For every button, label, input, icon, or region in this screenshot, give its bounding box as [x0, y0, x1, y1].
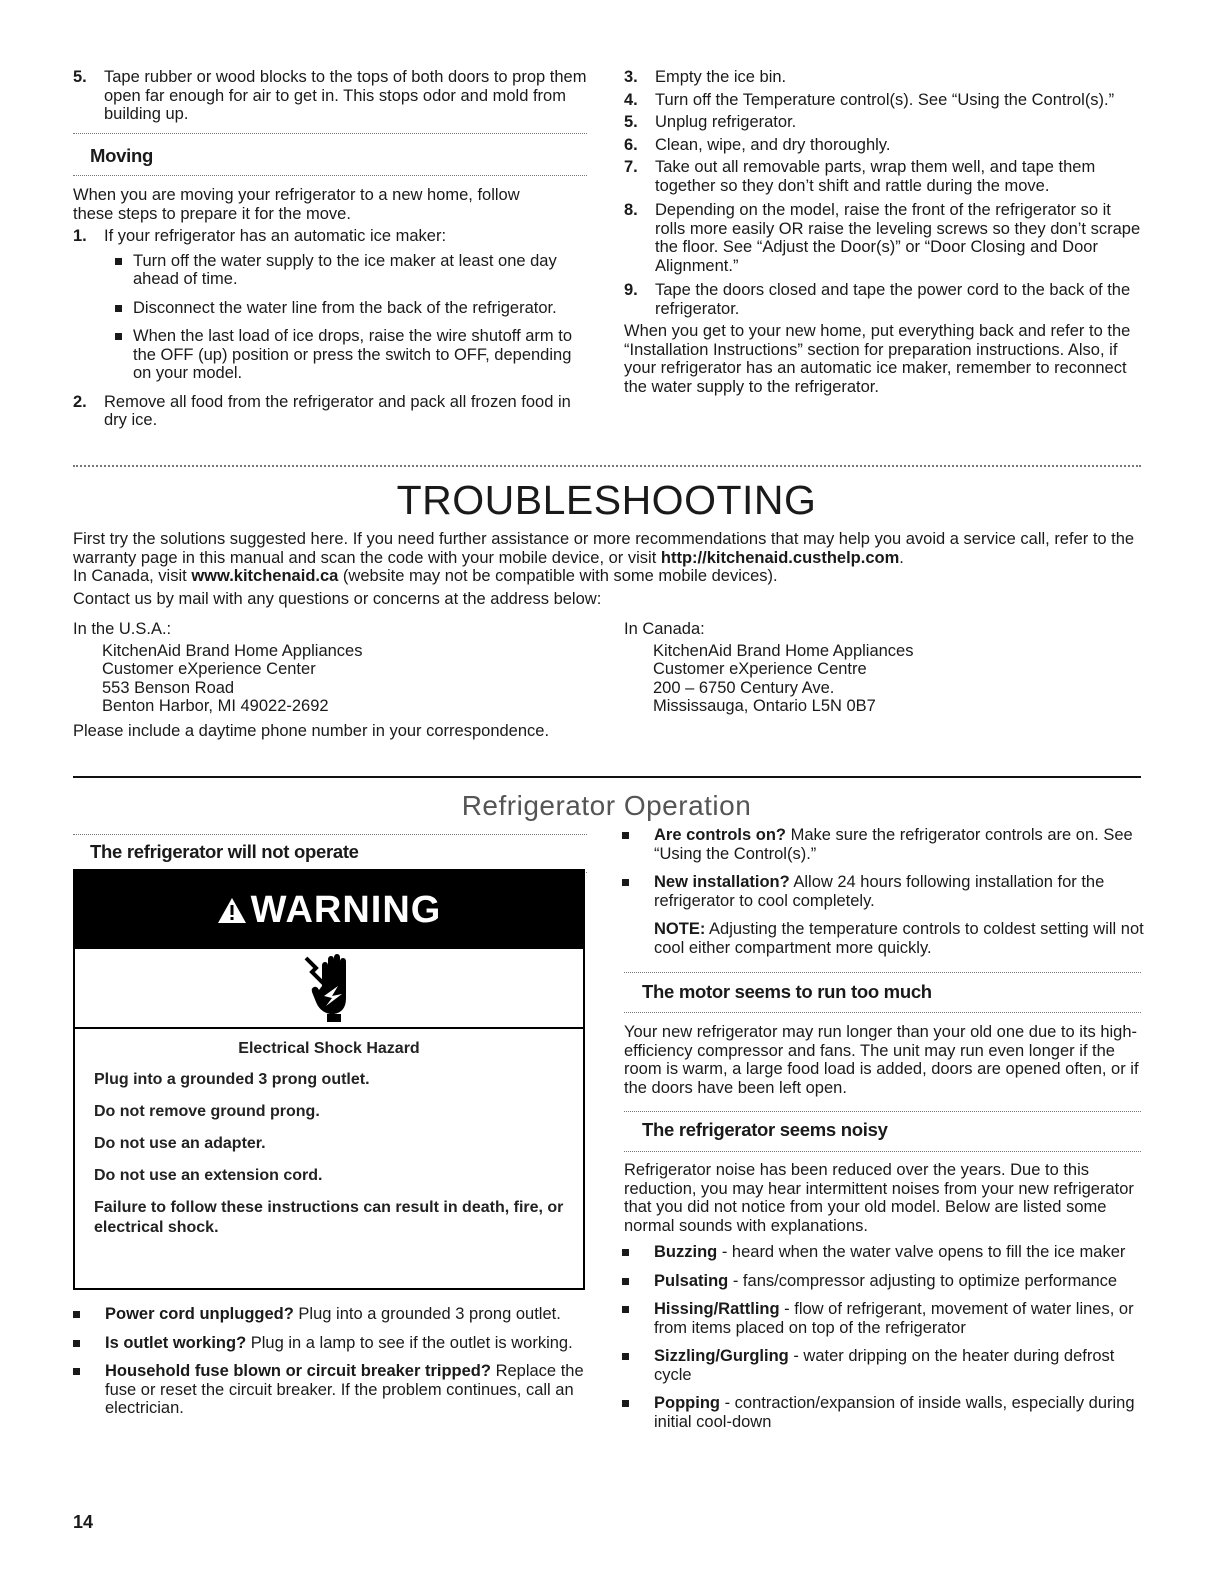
divider [624, 972, 1141, 973]
troubleshooting-intro: First try the solutions suggested here. If you need further assistance or more recommendations that may help you avoid a service call, refer to the warranty page in this manual and scan the code with your mobile device, or visit http://kitchenaid.custhelp.com. In Canada, visit www.kitchenaid.ca (website may not be compatible with some mobile devices). Contact us by mail with any questions or concerns at the address below: [73, 530, 1135, 608]
noisy-section: Refrigerator noise has been reduced over the years. Due to this reduction, you may hear intermittent noises from your new refrigerator that you did not notice from your old model. Below are listed some normal sounds with explanations. Buzzing - heard when the water valve opens to fill the ice maker Pulsating - fans/compressor adjusting to optimize performance Hissing/Rattling - flow of refrigerant, movement of water lines, or from items placed on top of the refrigerator Sizzling/Gurgling - water dripping on the heater during defrost cycle Popping - contraction/expansion of inside walls, especially during initial cool-down [622, 1161, 1144, 1431]
warning-box [73, 869, 585, 1290]
top-right-column [624, 68, 1144, 396]
list-item: 5. Tape rubber or wood blocks to the tops of both doors to prop them open far enough for air to get in. This stops odor and mold from building up. [73, 68, 587, 123]
canada-link[interactable]: www.kitchenaid.ca [191, 567, 339, 585]
operation-right-column [622, 826, 1144, 957]
list-item: 9. Tape the doors closed and tape the power cord to the back of the refrigerator. [624, 281, 1131, 318]
list-item: Popping - contraction/expansion of inside walls, especially during initial cool-down [622, 1394, 1144, 1431]
list-item: Is outlet working? Plug in a lamp to see if the outlet is working. [73, 1334, 593, 1353]
canada-address: In Canada: KitchenAid Brand Home Appliances Customer eXperience Centre 200 – 6750 Century Ave. Mississauga, Ontario L5N 0B7 [624, 620, 914, 715]
troubleshooting-title: TROUBLESHOOTING [396, 477, 817, 523]
list-item: Hissing/Rattling - flow of refrigerant, movement of water lines, or from items placed on top of the refrigerator [622, 1300, 1144, 1337]
moving-closing: When you get to your new home, put everything back and refer to the “Installation Instructions” section for preparation instructions. Also, if your refrigerator has an automatic ice maker, remember to reconnect the water supply to the refrigerator. [624, 322, 1131, 396]
list-item: Buzzing - heard when the water valve opens to fill the ice maker [622, 1243, 1144, 1262]
list-item: New installation? Allow 24 hours following installation for the refrigerator to cool completely. [622, 873, 1144, 910]
list-item: 1. If your refrigerator has an automatic ice maker: [73, 227, 447, 245]
list-item: 2. Remove all food from the refrigerator and pack all frozen food in dry ice. [73, 392, 571, 429]
divider [73, 465, 1141, 467]
divider [73, 834, 587, 835]
warning-triangle-icon [217, 896, 247, 924]
list-item: 4. Turn off the Temperature control(s). See “Using the Control(s).” [624, 90, 1115, 109]
divider [624, 1151, 1141, 1152]
list-item: 8. Depending on the model, raise the front of the refrigerator so it rolls more easily OR raise the leveling screws so they don’t scrape the floor. See “Adjust the Door(s)” or “Door Closing and Door Alignment.” [624, 201, 1141, 275]
not-operate-heading: The refrigerator will not operate [90, 841, 359, 862]
warning-text: Electrical Shock Hazard Plug into a grounded 3 prong outlet. Do not remove ground prong. Do not use an adapter. Do not use an extension cord. Failure to follow these instructions can result in death, fire, or electrical shock. [94, 1040, 564, 1236]
list-item: Pulsating - fans/compressor adjusting to optimize performance [622, 1272, 1144, 1291]
divider [624, 1111, 1141, 1112]
usa-address: In the U.S.A.: KitchenAid Brand Home Appliances Customer eXperience Center 553 Benson Road Benton Harbor, MI 49022-2692 Please include a daytime phone number in your correspondence. [73, 620, 550, 740]
divider [73, 133, 587, 134]
list-item: When the last load of ice drops, raise the wire shutoff arm to the OFF (up) position or press the switch to OFF, depending on your model. [73, 327, 593, 383]
list-item: Turn off the water supply to the ice maker at least one day ahead of time. [73, 252, 593, 289]
divider [73, 175, 587, 176]
moving-section [73, 186, 593, 430]
divider [73, 776, 1141, 778]
list-item: 6. Clean, wipe, and dry thoroughly. [624, 135, 891, 154]
list-item: Sizzling/Gurgling - water dripping on the heater during defrost cycle [622, 1347, 1144, 1384]
noisy-heading: The refrigerator seems noisy [642, 1119, 888, 1140]
support-link[interactable]: http://kitchenaid.custhelp.com [660, 548, 900, 567]
motor-heading: The motor seems to run too much [642, 981, 932, 1002]
divider [624, 1012, 1141, 1013]
list-item: 3. Empty the ice bin. [624, 68, 787, 86]
shock-hazard-icon [75, 949, 583, 1029]
list-item: 7. Take out all removable parts, wrap them well, and tape them together so they don’t shift and rattle during the move. [624, 158, 1096, 195]
moving-heading: Moving [90, 145, 153, 166]
list-item: 5. Unplug refrigerator. [624, 113, 797, 131]
top-left-column [73, 68, 593, 124]
list-item: Power cord unplugged? Plug into a grounded 3 prong outlet. [73, 1305, 593, 1324]
section-title: Refrigerator Operation [461, 790, 752, 821]
warning-header: WARNING [75, 871, 583, 949]
list-item: Disconnect the water line from the back of the refrigerator. [73, 299, 593, 318]
list-item: Are controls on? Make sure the refrigerator controls are on. See “Using the Control(s).” [622, 826, 1144, 863]
note: NOTE: Adjusting the temperature controls to coldest setting will not cool either compartment more quickly. [654, 920, 1144, 957]
not-operate-checks [73, 1305, 593, 1418]
list-item: Household fuse blown or circuit breaker tripped? Replace the fuse or reset the circuit breaker. If the problem continues, call an electrician. [73, 1362, 593, 1418]
motor-text: Your new refrigerator may run longer than your old one due to its high-efficiency compressor and fans. The unit may run even longer if the room is warm, a large food load is added, doors are opened often, or if the doors have been left open. [624, 1023, 1139, 1097]
moving-intro: When you are moving your refrigerator to a new home, follow these steps to prepare it for the move. [73, 186, 520, 223]
page-number: 14 [73, 1512, 94, 1532]
